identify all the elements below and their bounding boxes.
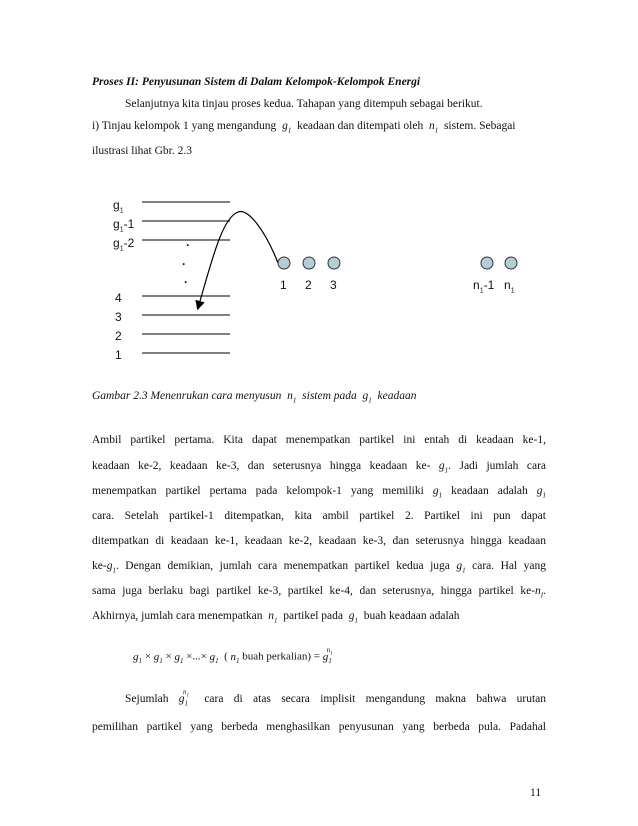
ellipsis-dot-1: . [186, 235, 190, 249]
para1-line6: $ke-g_1$. Dengan demikian, jumlah cara menempatkan partikel kedua juga $g_1$ cara. Hal yang [92, 560, 547, 575]
particle-2 [303, 257, 315, 269]
level-label-2: 2 [115, 329, 122, 343]
para1-line4: cara. Setelah partikel-1 ditempatkan, kita ambil partikel 2. Partikel ini pun dapat [92, 510, 546, 522]
item-i-text-3: sistem. Sebagai [443, 120, 516, 132]
particle-label-3: 3 [330, 278, 337, 292]
caption-n1: $n_1$ [287, 390, 297, 405]
intro-text: Selanjutnya kita tinjau proses kedua. Tahapan yang ditempuh sebagai berikut. [125, 98, 483, 110]
level-label-1: 1 [115, 348, 122, 362]
item-i-text-2: keadaan dan ditempati oleh [297, 120, 424, 132]
item-i-line1 [92, 121, 516, 134]
para1-line8: Akhirnya, jumlah cara menempatkan $n_1$ partikel pada $g_1$ buah keadaan adalah [92, 610, 460, 625]
caption-g1: $g_1$ [362, 390, 372, 405]
particle-label-2: 2 [305, 278, 312, 292]
para2-line2: pemilihan partikel yang berbeda menghasilkan penyusunan yang berbeda pula. Padahal [92, 721, 546, 733]
page-number: 11 [530, 787, 542, 799]
para2-line1: Sejumlah $g_1^{n_1}$ cara di atas secara implisit mengandung makna bahwa urutan [125, 688, 547, 708]
equation-product: $g_1 \times g_1 \times g_1$ ×...× $g_1$ ( $n_1$ buah perkalian) = $g_1^{n_1}$ [133, 646, 333, 665]
ellipsis-dot-2: . [182, 254, 186, 268]
item-i-text-1: i) Tinjau kelompok 1 yang mengandung [92, 120, 277, 132]
particle-n1-minus-1 [481, 257, 493, 269]
ellipsis-dot-3: . [184, 272, 188, 286]
particle-label-n1: $n_1$ [504, 278, 515, 295]
particle-3 [328, 257, 340, 269]
particle-label-n1-minus-1: $n_1-1$ [473, 278, 495, 295]
para1-line1: Ambil partikel pertama. Kita dapat menempatkan partikel ini entah di keadaan ke-1, [92, 434, 546, 446]
particle-1 [278, 257, 290, 269]
para1-line7: sama juga berlaku bagi partikel ke-3, partikel ke-4, dan seterusnya, hingga partikel $ke-n_I$. [92, 585, 546, 600]
para1-line3: menempatkan partikel pertama pada kelompok-1 yang memiliki $g_1$ keadaan adalah $g_1$ [92, 485, 546, 500]
para1-line5: ditempatkan di keadaan ke-1, keadaan ke-2, keadaan ke-3, dan seterusnya hingga keadaan [92, 535, 546, 547]
level-label-g1-2: $g_1-2$ [113, 236, 135, 253]
level-label-3: 3 [115, 310, 122, 324]
n1-symbol: $n_1$ [428, 120, 439, 135]
figure-2-3 [90, 190, 550, 365]
section-heading: Proses II: Penyusunan Sistem di Dalam Kelompok-Kelompok Energi [92, 76, 421, 88]
para1-line2: keadaan ke-2, keadaan ke-3, dan seterusnya hingga keadaan ke- $g_1$. Jadi jumlah cara [92, 460, 547, 475]
particle-label-1: 1 [280, 278, 287, 292]
level-label-4: 4 [115, 291, 122, 305]
g1-symbol: $g_1$ [282, 120, 292, 135]
particle-n1 [505, 257, 517, 269]
figure-caption: Gambar 2.3 Menenrukan cara menyusun $n_1$ sistem pada $g_1$ keadaan [92, 390, 417, 405]
item-i-line2: ilustrasi lihat Gbr. 2.3 [92, 145, 192, 157]
level-label-g1-1: $g_1-1$ [113, 217, 135, 234]
level-label-g1: $g_1$ [113, 198, 124, 215]
placement-arrow [198, 212, 278, 308]
